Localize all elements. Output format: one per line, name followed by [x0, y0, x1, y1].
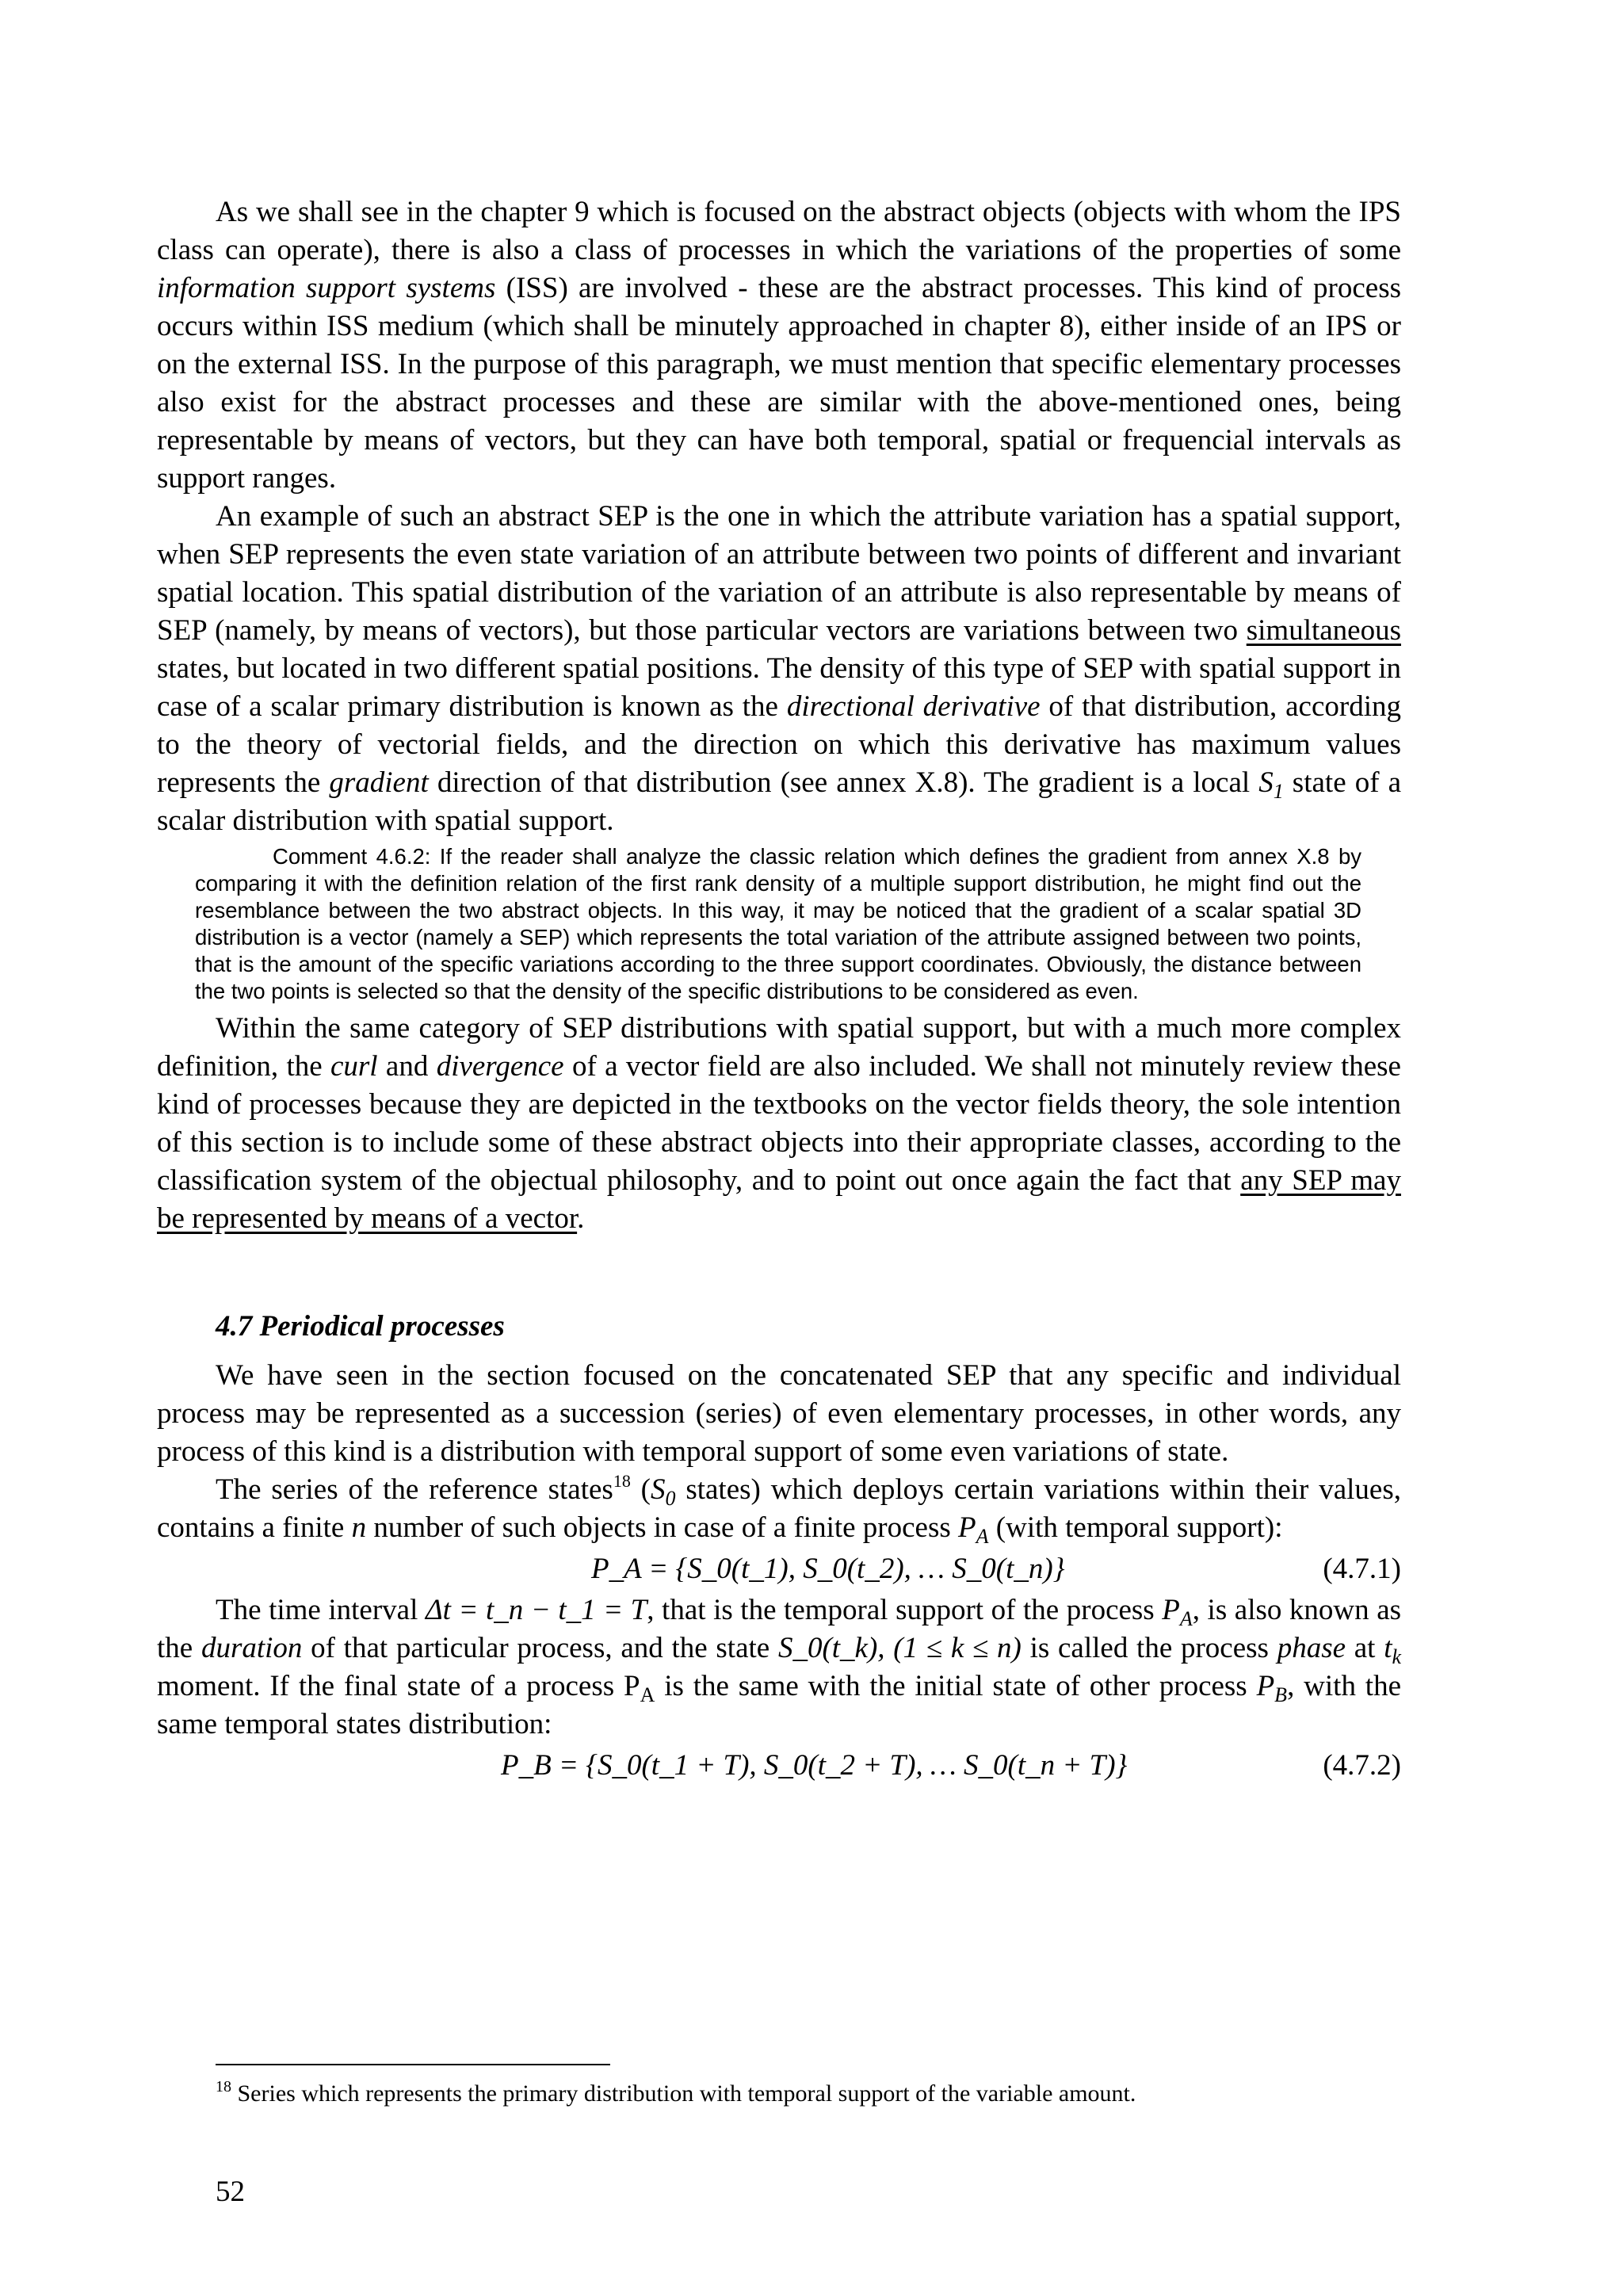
equation-number: (4.7.2) [1323, 1749, 1401, 1782]
paragraph-spatial-sep: An example of such an abstract SEP is the one in which the attribute variation has a spatial support, when SEP represents the even state variation of an attribute between two points of different and invariant spatial location. This spatial distribution of the variation of an attribute is also representable by means of SEP (namely, by means of vectors), but those particular vectors are variations between two simultaneous states, but located in two different spatial positions. The density of this type of SEP with spatial support in case of a scalar primary distribution is known as the directional derivative of that distribution, according to the theory of vectorial fields, and the direction on which this derivative has maximum values represents the gradient direction of that distribution (see annex X.8). The gradient is a local $S_1$ state of a scalar distribution with spatial support. [157, 500, 1402, 837]
body-text [157, 193, 1401, 1788]
inline-math-duration: Δt = t_n − t_1 = T [425, 1594, 647, 1626]
equation-number: (4.7.1) [1323, 1553, 1401, 1585]
inline-math-phase: S_0(t_k), (1 ≤ k ≤ n) [777, 1632, 1022, 1664]
footnote-18: $^{18}$ Series which represents the primary distribution with temporal support of the variable amount. [216, 2078, 1136, 2107]
equation-formula: P_A = {S_0(t_1), S_0(t_2), … S_0(t_n)} [591, 1553, 1065, 1585]
equation-formula: P_B = {S_0(t_1 + T), S_0(t_2 + T), … S_0(t_n + T)} [501, 1749, 1128, 1782]
equation-4-7-2 [157, 1744, 1401, 1788]
page-number: 52 [216, 2176, 245, 2208]
equation-4-7-1 [157, 1547, 1401, 1591]
paragraph-curl-divergence: Within the same category of SEP distributions with spatial support, but with a much more complex definition, the curl and divergence of a vector field are also included. We shall not minutely review these kind of processes because they are depicted in the textbooks on the vector fields theory, the sole intention of this section is to include some of these abstract objects into their appropriate classes, according to the classification system of the objectual philosophy, and to point out once again the fact that any SEP may be represented by means of a vector. [157, 1012, 1401, 1235]
paragraph-concatenated-sep: We have seen in the section focused on the concatenated SEP that any specific and individual process may be represented as a succession (series) of even elementary processes, in other words, any process of this kind is a distribution with temporal support of some even variations of state. [157, 1359, 1401, 1468]
paragraph-time-interval: The time interval Δt = t_n − t_1 = T, that is the temporal support of the process $P_A$, is also known as the duration of that particular process, and the state S_0(t_k), (1 ≤ k ≤ n) is called the process phase at $t_k$ moment. If the final state of a process $P_A$ is the same with the initial state of other process $P_B$, with the same temporal states distribution: [157, 1594, 1402, 1740]
paragraph-reference-states: The series of the reference states$^{18}$ ($S_0$ states) which deploys certain variations within their values, contains a finite n number of such objects in case of a finite process $P_A$ (with temporal support): [157, 1471, 1401, 1548]
section-heading: 4.7 Periodical processes [216, 1310, 505, 1343]
footnote-separator [216, 2064, 610, 2065]
paragraph-abstract-processes: As we shall see in the chapter 9 which is focused on the abstract objects (objects with whom the IPS class can operate), there is also a class of processes in which the variations of the properties of some information support systems (ISS) are involved - these are the abstract processes. This kind of process occurs within ISS medium (which shall be minutely approached in chapter 8), either inside of an IPS or on the external ISS. In the purpose of this paragraph, we must mention that specific elementary processes also exist for the abstract processes and these are similar with the above-mentioned ones, being representable by means of vectors, but they can have both temporal, spatial or frequencial intervals as support ranges. [157, 196, 1402, 495]
comment-4-6-2: Comment 4.6.2: If the reader shall analyze the classic relation which defines the gradient from annex X.8 by comparing it with the definition relation of the first rank density of a multiple support distribution, he might find out the resemblance between the two abstract objects. In this way, it may be noticed that the gradient of a scalar spatial 3D distribution is a vector (namely a SEP) which represents the total variation of the attribute assigned between two points, that is the amount of the specific variations according to the three support coordinates. Obviously, the distance between the two points is selected so that the density of the specific distributions to be considered as even. [195, 844, 1361, 1003]
